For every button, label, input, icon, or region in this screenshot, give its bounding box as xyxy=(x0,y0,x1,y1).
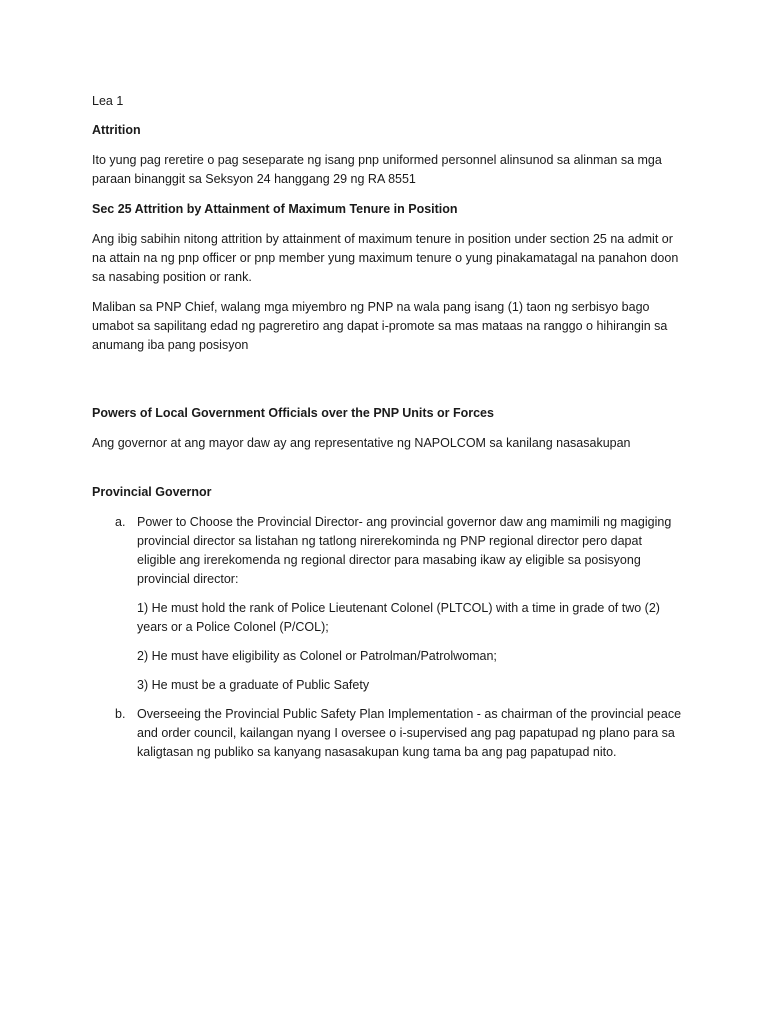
list-item xyxy=(92,513,682,695)
list-marker: a. xyxy=(115,515,126,529)
paragraph-sec25-meaning: Ang ibig sabihin nitong attrition by attainment of maximum tenure in position under section 25 na admit or na attain na ng pnp officer or pnp member yung maximum tenure o yung pinakamatagal na panahon doon sa nasabing position or rank. xyxy=(92,232,679,284)
eligibility-requirement: 1) He must hold the rank of Police Lieutenant Colonel (PLTCOL) with a time in grade of two (2) years or a Police Colonel (P/COL); xyxy=(137,601,660,634)
eligibility-requirement: 2) He must have eligibility as Colonel or Patrolman/Patrolwoman; xyxy=(137,649,497,663)
list-marker: b. xyxy=(115,707,126,721)
section-title-attrition: Attrition xyxy=(92,123,141,137)
section-title-powers: Powers of Local Government Officials over the PNP Units or Forces xyxy=(92,406,494,420)
paragraph-attrition-definition: Ito yung pag reretire o pag seseparate ng isang pnp uniformed personnel alinsunod sa alinman sa mga paraan binanggit sa Seksyon 24 hanggang 29 ng RA 8551 xyxy=(92,153,662,186)
paragraph-powers-intro: Ang governor at ang mayor daw ay ang representative ng NAPOLCOM sa kanilang nasasakupan xyxy=(92,436,631,450)
eligibility-requirement: 3) He must be a graduate of Public Safety xyxy=(137,678,370,692)
document-page xyxy=(92,92,682,772)
paragraph-sec25-exception: Maliban sa PNP Chief, walang mga miyembro ng PNP na wala pang isang (1) taon ng serbisyo bago umabot sa sapilitang edad ng pagreretiro ang dapat i-promote sa mas mataas na ranggo o hihirangin sa anumang iba pang posisyon xyxy=(92,300,668,352)
document-label: Lea 1 xyxy=(92,94,124,108)
section-title-provincial-governor: Provincial Governor xyxy=(92,485,212,499)
list-item-text: Power to Choose the Provincial Director- ang provincial governor daw ang mamimili ng magiging provincial director sa listahan ng tatlong nirerekominda ng PNP regional director pero dapat eligible ang irerekomenda ng regional director para masabing ikaw ay eligible sa posisyong provincial director: xyxy=(137,515,672,586)
list-item-text: Overseeing the Provincial Public Safety Plan Implementation - as chairman of the provincial peace and order council, kailangan nyang I oversee o i-supervised ang pag papatupad ng plano para sa kaligtasan ng publiko sa kanyang nasasakupan kung tama ba ang pag papatupad nito. xyxy=(137,707,682,759)
governor-powers-list xyxy=(92,513,682,762)
section-title-sec25: Sec 25 Attrition by Attainment of Maximum Tenure in Position xyxy=(92,202,458,216)
list-item xyxy=(92,705,682,762)
